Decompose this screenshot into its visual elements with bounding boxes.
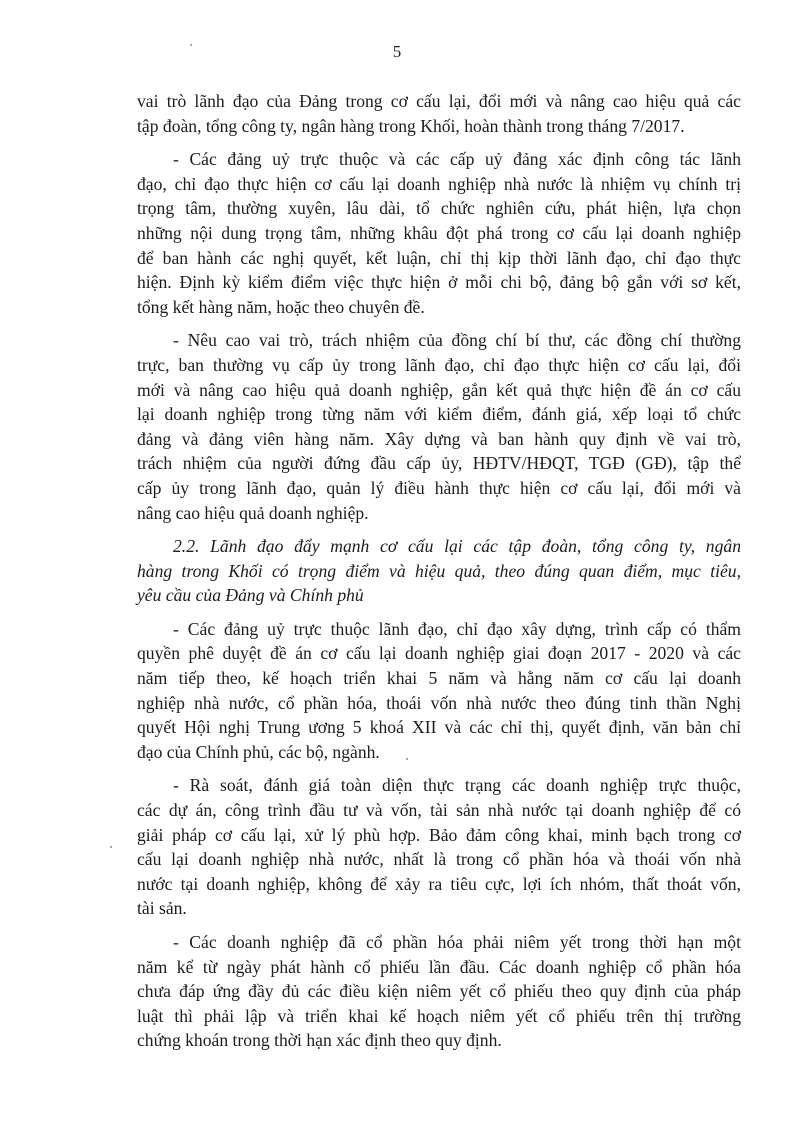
paragraph — [137, 773, 741, 921]
text-line: đạo của Chính phủ, các bộ, ngành. — [137, 741, 380, 762]
text-line: mới và nâng cao hiệu quả doanh nghiệp, gắn kết quả thực hiện đề án cơ cấu — [137, 379, 741, 400]
text-line: hàng trong Khối có trọng điểm và hiệu quả, theo đúng quan điểm, mục tiêu, — [137, 560, 741, 581]
text-line: trực, ban thường vụ cấp ủy trong lãnh đạo, chỉ đạo thực hiện cơ cấu lại, đổi — [137, 354, 741, 375]
text-line: năm tiếp theo, kế hoạch triển khai 5 năm và hằng năm cơ cấu lại doanh — [137, 668, 741, 689]
text-line: đạo, chỉ đạo thực hiện cơ cấu lại doanh nghiệp nhà nước là nhiệm vụ chính trị — [137, 173, 741, 194]
scan-speck — [110, 846, 112, 848]
text-line: hiện. Định kỳ kiểm điểm việc thực hiện ở mỗi chi bộ, đảng bộ gắn với sơ kết, — [137, 272, 741, 293]
paragraph — [137, 930, 741, 1053]
text-line: lại doanh nghiệp trong từng năm với kiểm điểm, đánh giá, xếp loại tổ chức — [137, 404, 741, 425]
paragraph — [137, 617, 741, 765]
text-line: nghiệp nhà nước, cổ phần hóa, thoái vốn nhà nước theo đúng tinh thần Nghị — [137, 692, 741, 713]
text-line: - Các đảng uỷ trực thuộc và các cấp uỷ đảng xác định công tác lãnh — [173, 149, 741, 170]
text-line: tài sản. — [137, 898, 187, 919]
section-heading — [137, 534, 741, 608]
text-line: - Nêu cao vai trò, trách nhiệm của đồng chí bí thư, các đồng chí thường — [173, 330, 741, 351]
text-line: yêu cầu của Đảng và Chính phủ — [137, 585, 364, 606]
text-line: quyền phê duyệt đề án cơ cấu lại doanh nghiệp giai đoạn 2017 - 2020 và các — [137, 643, 741, 664]
document-body — [137, 89, 741, 1053]
text-line: vai trò lãnh đạo của Đảng trong cơ cấu lại, đổi mới và nâng cao hiệu quả các — [137, 91, 741, 111]
text-line: - Các đảng uỷ trực thuộc lãnh đạo, chỉ đạo xây dựng, trình cấp có thẩm — [173, 618, 741, 639]
paragraph — [137, 147, 741, 319]
scan-speck — [190, 44, 192, 46]
text-line: tập đoàn, tổng công ty, ngân hàng trong Khối, hoàn thành trong tháng 7/2017. — [137, 115, 685, 136]
text-line: chứng khoán trong thời hạn xác định theo quy định. — [137, 1030, 502, 1051]
text-line: trọng tâm, thường xuyên, lâu dài, tổ chức nghiên cứu, phát hiện, lựa chọn — [137, 198, 741, 219]
paragraph-gap — [137, 525, 741, 534]
paragraph-gap — [137, 921, 741, 930]
paragraph-gap — [137, 138, 741, 147]
text-line: luật thì phải lập và triển khai kế hoạch niêm yết cổ phiếu trên thị trường — [137, 1005, 741, 1026]
text-line: giải pháp cơ cấu lại, xử lý phù hợp. Bảo đảm công khai, minh bạch trong cơ — [137, 824, 741, 845]
text-line: quyết Hội nghị Trung ương 5 khoá XII và các chỉ thị, quyết định, văn bản chỉ — [137, 717, 741, 738]
text-line: những nội dung trọng tâm, những khâu đột phá trong cơ cấu lại doanh nghiệp — [137, 222, 741, 243]
paragraph — [137, 89, 741, 138]
text-line: nước tại doanh nghiệp, không để xảy ra tiêu cực, lợi ích nhóm, thất thoát vốn, — [137, 873, 741, 894]
paragraph-gap — [137, 319, 741, 328]
page-number: 5 — [392, 42, 402, 61]
text-line: tổng kết hàng năm, hoặc theo chuyên đề. — [137, 296, 425, 317]
text-line: 2.2. Lãnh đạo đẩy mạnh cơ cấu lại các tập đoàn, tổng công ty, ngân — [173, 536, 741, 557]
text-line: - Các doanh nghiệp đã cổ phần hóa phải niêm yết trong thời hạn một — [173, 932, 741, 952]
text-line: - Rà soát, đánh giá toàn diện thực trạng các doanh nghiệp trực thuộc, — [173, 775, 741, 796]
paragraph-gap — [137, 608, 741, 617]
text-line: trách nhiệm của người đứng đầu cấp ủy, HĐTV/HĐQT, TGĐ (GĐ), tập thể — [137, 453, 741, 474]
text-line: nâng cao hiệu quả doanh nghiệp. — [137, 502, 369, 523]
text-line: cấu lại doanh nghiệp nhà nước, nhất là trong cổ phần hóa và thoái vốn nhà — [137, 849, 741, 870]
text-line: các dự án, công trình đầu tư và vốn, tài sản nhà nước tại doanh nghiệp để có — [137, 800, 741, 821]
scan-speck — [406, 758, 408, 760]
paragraph-gap — [137, 764, 741, 773]
text-line: chưa đáp ứng đầy đủ các điều kiện niêm yết cổ phiếu theo quy định của pháp — [137, 981, 741, 1002]
text-line: đảng và đảng viên hàng năm. Xây dựng và ban hành quy định về vai trò, — [137, 428, 741, 449]
paragraph — [137, 328, 741, 525]
text-line: cấp ủy trong lãnh đạo, quản lý điều hành thực hiện cơ cấu lại, đổi mới và — [137, 477, 741, 498]
text-line: năm kể từ ngày phát hành cổ phiếu lần đầu. Các doanh nghiệp cổ phần hóa — [137, 956, 741, 977]
text-line: để ban hành các nghị quyết, kết luận, chỉ thị kịp thời lãnh đạo, chỉ đạo thực — [137, 247, 741, 268]
